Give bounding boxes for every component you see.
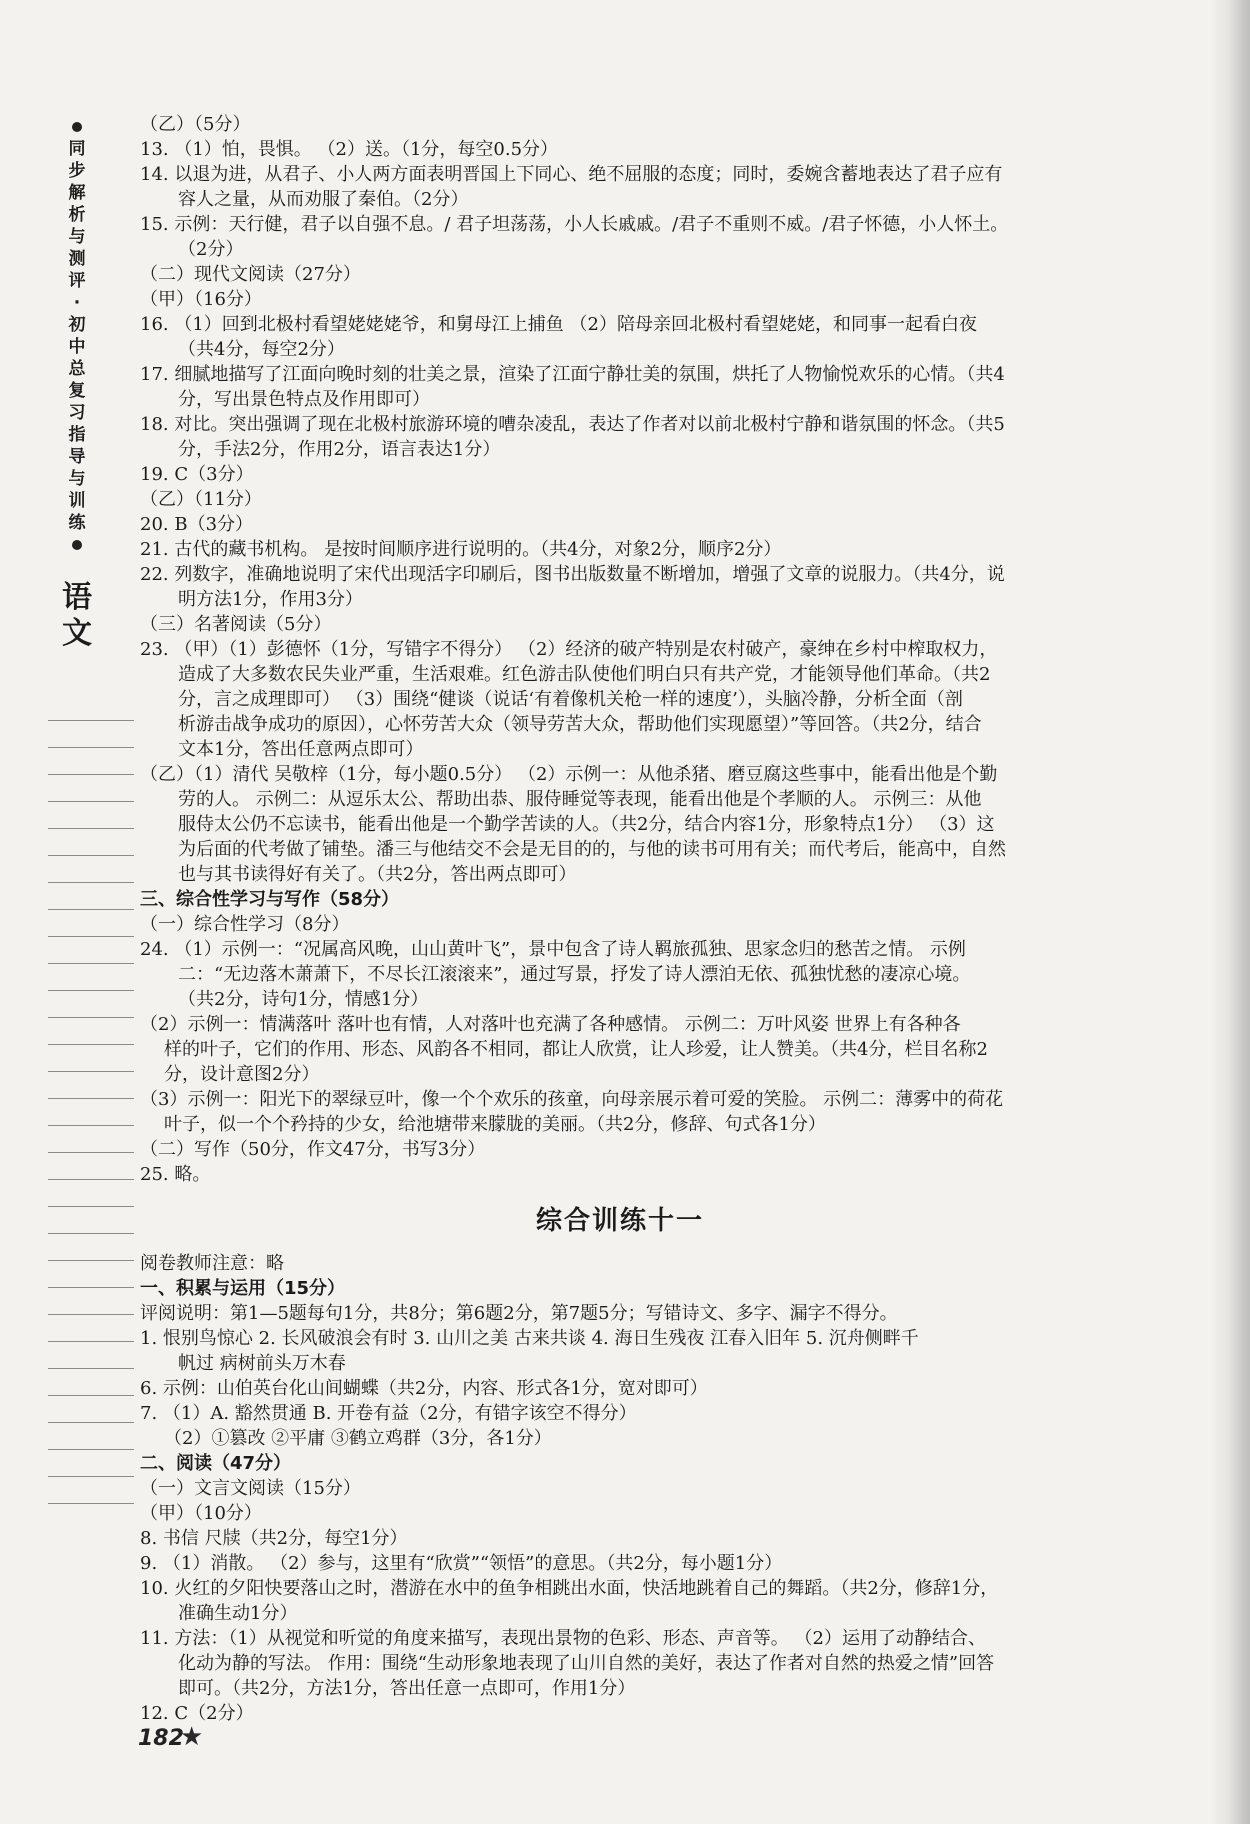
text-line: 叶子，似一个个矜持的少女，给池塘带来朦胧的美丽。（共2分，修辞、句式各1分） bbox=[164, 1114, 826, 1135]
bullet-icon bbox=[72, 122, 82, 132]
text-line: （甲）（16分） bbox=[140, 289, 262, 310]
text-line: （甲）（10分） bbox=[140, 1503, 262, 1524]
text-line: 二、阅读（47分） bbox=[140, 1453, 292, 1474]
text-line: 22. 列数字，准确地说明了宋代出现活字印刷后，图书出版数量不断增加，增强了文章的说服力。（共4分，说 bbox=[140, 564, 1005, 585]
text-line: 化动为静的写法。 作用：围绕“生动形象地表现了山川自然的美好，表达了作者对自然的热爱之情”回答 bbox=[178, 1653, 995, 1674]
text-line: 样的叶子，它们的作用、形态、风韵各不相同，都让人欣赏，让人珍爱，让人赞美。（共4分，栏目名称2 bbox=[164, 1039, 988, 1060]
answer-content bbox=[140, 112, 1100, 1726]
text-line: 分，言之成理即可） （3）围绕“健谈（说话‘有着像机关枪一样的速度’），头脑冷静，分析全面（剖 bbox=[178, 689, 963, 710]
text-line: 11. 方法：（1）从视觉和听觉的角度来描写，表现出景物的色彩、形态、声音等。 （2）运用了动静结合、 bbox=[140, 1628, 986, 1649]
text-line: （乙）（11分） bbox=[140, 489, 262, 510]
text-line: 19. C（3分） bbox=[140, 464, 254, 485]
text-line: 即可。（共2分，方法1分，答出任意一点即可，作用1分） bbox=[178, 1678, 636, 1699]
text-line: 一、积累与运用（15分） bbox=[140, 1278, 346, 1299]
text-line: 23. （甲）（1）彭德怀（1分，写错字不得分） （2）经济的破产特别是农村破产，豪绅在乡村中榨取权力， bbox=[140, 639, 998, 660]
text-line: 明方法1分，作用3分） bbox=[178, 589, 363, 610]
text-line: 24. （1）示例一：“况属高风晚，山山黄叶飞”，景中包含了诗人羁旅孤独、思家念归的愁苦之情。 示例 bbox=[140, 939, 966, 960]
margin-rules bbox=[48, 720, 134, 1530]
text-line: 17. 细腻地描写了江面向晚时刻的壮美之景，渲染了江面宁静壮美的氛围，烘托了人物愉悦欢乐的心情。（共4 bbox=[140, 364, 1005, 385]
text-line: 18. 对比。突出强调了现在北极村旅游环境的嘈杂凌乱，表达了作者对以前北极村宁静和谐氛围的怀念。（共5 bbox=[140, 414, 1005, 435]
text-line: 21. 古代的藏书机构。 是按时间顺序进行说明的。（共4分，对象2分，顺序2分） bbox=[140, 539, 782, 560]
text-line: （乙）（1）清代 吴敬梓（1分，每小题0.5分） （2）示例一：从他杀猪、磨豆腐这些事中，能看出他是个勤 bbox=[140, 764, 998, 785]
text-line: 评阅说明：第1—5题每句1分，共8分；第6题2分，第7题5分；写错诗文、多字、漏字不得分。 bbox=[140, 1303, 898, 1324]
text-line: 10. 火红的夕阳快要落山之时，潜游在水中的鱼争相跳出水面，快活地跳着自己的舞蹈。（共2分，修辞1分， bbox=[140, 1578, 999, 1599]
text-line: （2）示例一：情满落叶 落叶也有情，人对落叶也充满了各种感情。 示例二：万叶风姿 世界上有各种各 bbox=[140, 1014, 961, 1035]
text-line: （一）文言文阅读（15分） bbox=[140, 1478, 361, 1499]
text-line: （共4分，每空2分） bbox=[178, 339, 345, 360]
text-line: 9. （1）消散。 （2）参与，这里有“欣赏”“领悟”的意思。（共2分，每小题1分） bbox=[140, 1553, 783, 1574]
text-line: 阅卷教师注意：略 bbox=[140, 1253, 284, 1274]
star-icon: ★ bbox=[180, 1722, 204, 1752]
page-number-text: 182 bbox=[138, 1726, 184, 1751]
text-line: 分，写出景色特点及作用即可） bbox=[178, 389, 430, 410]
page-number bbox=[134, 1722, 204, 1756]
text-line: 15. 示例：天行健，君子以自强不息。/ 君子坦荡荡，小人长戚戚。/君子不重则不威。/君子怀德，小人怀土。 bbox=[140, 214, 1009, 235]
text-line: 7. （1）A. 豁然贯通 B. 开卷有益（2分，有错字该空不得分） bbox=[140, 1403, 637, 1424]
text-line: 6. 示例：山伯英台化山间蝴蝶（共2分，内容、形式各1分，宽对即可） bbox=[140, 1378, 708, 1399]
text-line: 12. C（2分） bbox=[140, 1703, 254, 1724]
text-line: 16. （1）回到北极村看望姥姥姥爷，和舅母江上捕鱼 （2）陪母亲回北极村看望姥姥，和同事一起看白夜 bbox=[140, 314, 977, 335]
text-line: 20. B（3分） bbox=[140, 514, 254, 535]
text-line: （2分） bbox=[178, 239, 244, 260]
text-line: 析游击战争成功的原因），心怀劳苦大众（领导劳苦大众，帮助他们实现愿望）”等回答。（共2分，结合 bbox=[178, 714, 982, 735]
text-line: （二）写作（50分，作文47分，书写3分） bbox=[140, 1139, 486, 1160]
section-title: 综合训练十一 bbox=[535, 1206, 704, 1236]
text-line: 文本1分，答出任意两点即可） bbox=[178, 739, 424, 760]
subject-label: 语文 bbox=[62, 580, 92, 651]
text-line: （三）名著阅读（5分） bbox=[140, 614, 332, 635]
text-line: 容人之量，从而劝服了秦伯。（2分） bbox=[178, 189, 469, 210]
bullet-icon bbox=[72, 540, 82, 550]
page-binding-shadow bbox=[1210, 0, 1250, 1824]
text-line: 14. 以退为进，从君子、小人两方面表明晋国上下同心、绝不屈服的态度；同时，委婉含蓄地表达了君子应有 bbox=[140, 164, 1003, 185]
text-line: 也与其书读得好有关了。（共2分，答出两点即可） bbox=[178, 864, 577, 885]
text-line: 造成了大多数农民失业严重，生活艰难。红色游击队使他们明白只有共产党，才能领导他们革命。（共2 bbox=[178, 664, 991, 685]
text-line: （3）示例一：阳光下的翠绿豆叶，像一个个欢乐的孩童，向母亲展示着可爱的笑脸。 示例二：薄雾中的荷花 bbox=[140, 1089, 1004, 1110]
text-line: 分，手法2分，作用2分，语言表达1分） bbox=[178, 439, 501, 460]
text-line: 准确生动1分） bbox=[178, 1603, 298, 1624]
text-line: 二：“无边落木萧萧下，不尽长江滚滚来”，通过写景，抒发了诗人漂泊无依、孤独忧愁的凄凉心境。 bbox=[178, 964, 971, 985]
text-line: 25. 略。 bbox=[140, 1164, 211, 1185]
text-line: 三、综合性学习与写作（58分） bbox=[140, 889, 400, 910]
text-line: 8. 书信 尺牍（共2分，每空1分） bbox=[140, 1528, 408, 1549]
text-line: （二）现代文阅读（27分） bbox=[140, 264, 361, 285]
text-line: 服侍太公仍不忘读书，能看出他是一个勤学苦读的人。（共2分，结合内容1分，形象特点1分） （3）这 bbox=[178, 814, 995, 835]
text-line: （共2分，诗句1分，情感1分） bbox=[178, 989, 429, 1010]
text-line: 帆过 病树前头万木春 bbox=[178, 1353, 346, 1374]
answers-section-eleven bbox=[140, 1251, 1100, 1726]
text-line: （2）①篡改 ②平庸 ③鹤立鸡群（3分，各1分） bbox=[164, 1428, 552, 1449]
text-line: 为后面的代考做了铺垫。潘三与他结交不会是无目的的，与他的读书可用有关；而代考后，能高中，自然 bbox=[178, 839, 1006, 860]
text-line: 分，设计意图2分） bbox=[164, 1064, 320, 1085]
text-line: 劳的人。 示例二：从逗乐太公、帮助出恭、服侍睡觉等表现，能看出他是个孝顺的人。 示例三：从他 bbox=[178, 789, 982, 810]
series-title: 同步解析与测评·初中总复习指导与训练 bbox=[68, 139, 86, 533]
text-line: 1. 恨别鸟惊心 2. 长风破浪会有时 3. 山川之美 古来共谈 4. 海日生残夜 江春入旧年 5. 沉舟侧畔千 bbox=[140, 1328, 919, 1349]
answers-previous-section bbox=[140, 112, 1100, 1187]
text-line: （乙）（5分） bbox=[140, 114, 251, 135]
text-line: 13. （1）怕，畏惧。 （2）送。（1分，每空0.5分） bbox=[140, 139, 559, 160]
text-line: （一）综合性学习（8分） bbox=[140, 914, 350, 935]
sidebar-series bbox=[62, 122, 92, 652]
